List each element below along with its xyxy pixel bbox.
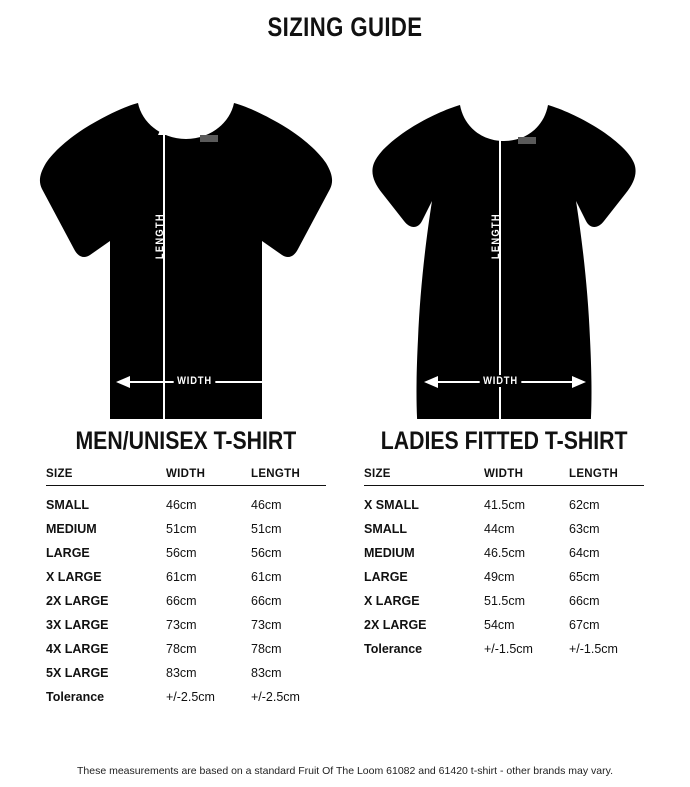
cell-size: 2X LARGE (46, 594, 109, 608)
column-header-length: LENGTH (251, 468, 326, 486)
cell-size: MEDIUM (364, 546, 415, 560)
ladies-fitted-title: LADIES FITTED T-SHIRT (380, 427, 628, 455)
cell-length: +/-2.5cm (251, 690, 300, 704)
mens-unisex-title: MEN/UNISEX T-SHIRT (75, 427, 297, 455)
table-row (364, 486, 644, 518)
table-header-row (46, 468, 326, 486)
mens-shirt-diagram (30, 49, 342, 419)
ladies-length-label: LENGTH (490, 213, 502, 260)
mens-tshirt-illustration (30, 49, 342, 419)
cell-size: MEDIUM (46, 522, 97, 536)
cell-width: 44cm (484, 522, 515, 536)
cell-width: 61cm (166, 570, 197, 584)
cell-width: 78cm (166, 642, 197, 656)
cell-length: +/-1.5cm (569, 642, 618, 656)
cell-length: 62cm (569, 498, 600, 512)
column-header-width: WIDTH (166, 468, 251, 486)
cell-size: X SMALL (364, 498, 419, 512)
table-row (364, 613, 644, 637)
mens-length-label: LENGTH (154, 213, 166, 260)
cell-size: X LARGE (46, 570, 102, 584)
table-row (46, 517, 326, 541)
table-header-row (364, 468, 644, 486)
ladies-shirt-diagram (348, 49, 660, 419)
cell-width: 41.5cm (484, 498, 525, 512)
cell-length: 56cm (251, 546, 282, 560)
table-row (46, 613, 326, 637)
table-row (46, 565, 326, 589)
ladies-width-label: WIDTH (480, 375, 522, 387)
cell-length: 66cm (569, 594, 600, 608)
size-guide-columns (0, 49, 690, 709)
column-header-width: WIDTH (484, 468, 569, 486)
cell-length: 63cm (569, 522, 600, 536)
cell-length: 66cm (251, 594, 282, 608)
cell-size: Tolerance (46, 690, 105, 704)
cell-length: 83cm (251, 666, 282, 680)
cell-width: 46.5cm (484, 546, 525, 560)
cell-width: +/-1.5cm (484, 642, 533, 656)
cell-length: 64cm (569, 546, 600, 560)
mens-size-table (46, 468, 326, 709)
ladies-tshirt-illustration (348, 49, 660, 419)
table-row (46, 589, 326, 613)
cell-length: 65cm (569, 570, 600, 584)
cell-size: X LARGE (364, 594, 420, 608)
neck-tag (200, 135, 218, 142)
cell-width: 66cm (166, 594, 197, 608)
cell-size: 5X LARGE (46, 666, 109, 680)
cell-length: 78cm (251, 642, 282, 656)
cell-length: 73cm (251, 618, 282, 632)
cell-length: 51cm (251, 522, 282, 536)
cell-size: 2X LARGE (364, 618, 427, 632)
table-row (364, 589, 644, 613)
cell-width: 56cm (166, 546, 197, 560)
cell-width: 51.5cm (484, 594, 525, 608)
cell-length: 61cm (251, 570, 282, 584)
table-row (364, 517, 644, 541)
neck-tag (518, 137, 536, 144)
cell-width: 83cm (166, 666, 197, 680)
table-row (46, 541, 326, 565)
cell-width: 46cm (166, 498, 197, 512)
cell-width: 73cm (166, 618, 197, 632)
cell-size: LARGE (46, 546, 90, 560)
cell-size: SMALL (46, 498, 90, 512)
table-row (46, 685, 326, 709)
page-title: SIZING GUIDE (267, 12, 423, 42)
column-header-size: SIZE (46, 468, 166, 486)
mens-width-label: WIDTH (174, 375, 216, 387)
cell-size: Tolerance (364, 642, 423, 656)
cell-width: +/-2.5cm (166, 690, 215, 704)
ladies-size-table (364, 468, 644, 661)
mens-unisex-column (30, 49, 342, 709)
table-row (46, 486, 326, 518)
column-header-length: LENGTH (569, 468, 644, 486)
cell-length: 46cm (251, 498, 282, 512)
table-row (364, 637, 644, 661)
cell-width: 49cm (484, 570, 515, 584)
column-header-size: SIZE (364, 468, 484, 486)
cell-length: 67cm (569, 618, 600, 632)
cell-width: 51cm (166, 522, 197, 536)
table-row (46, 661, 326, 685)
cell-size: LARGE (364, 570, 408, 584)
table-row (364, 541, 644, 565)
cell-size: 4X LARGE (46, 642, 109, 656)
cell-width: 54cm (484, 618, 515, 632)
table-row (364, 565, 644, 589)
cell-size: SMALL (364, 522, 408, 536)
table-row (46, 637, 326, 661)
cell-size: 3X LARGE (46, 618, 109, 632)
measurements-footnote: These measurements are based on a standard Fruit Of The Loom 61082 and 61420 t-shirt - other brands may vary. (77, 765, 613, 777)
ladies-fitted-column (348, 49, 660, 709)
